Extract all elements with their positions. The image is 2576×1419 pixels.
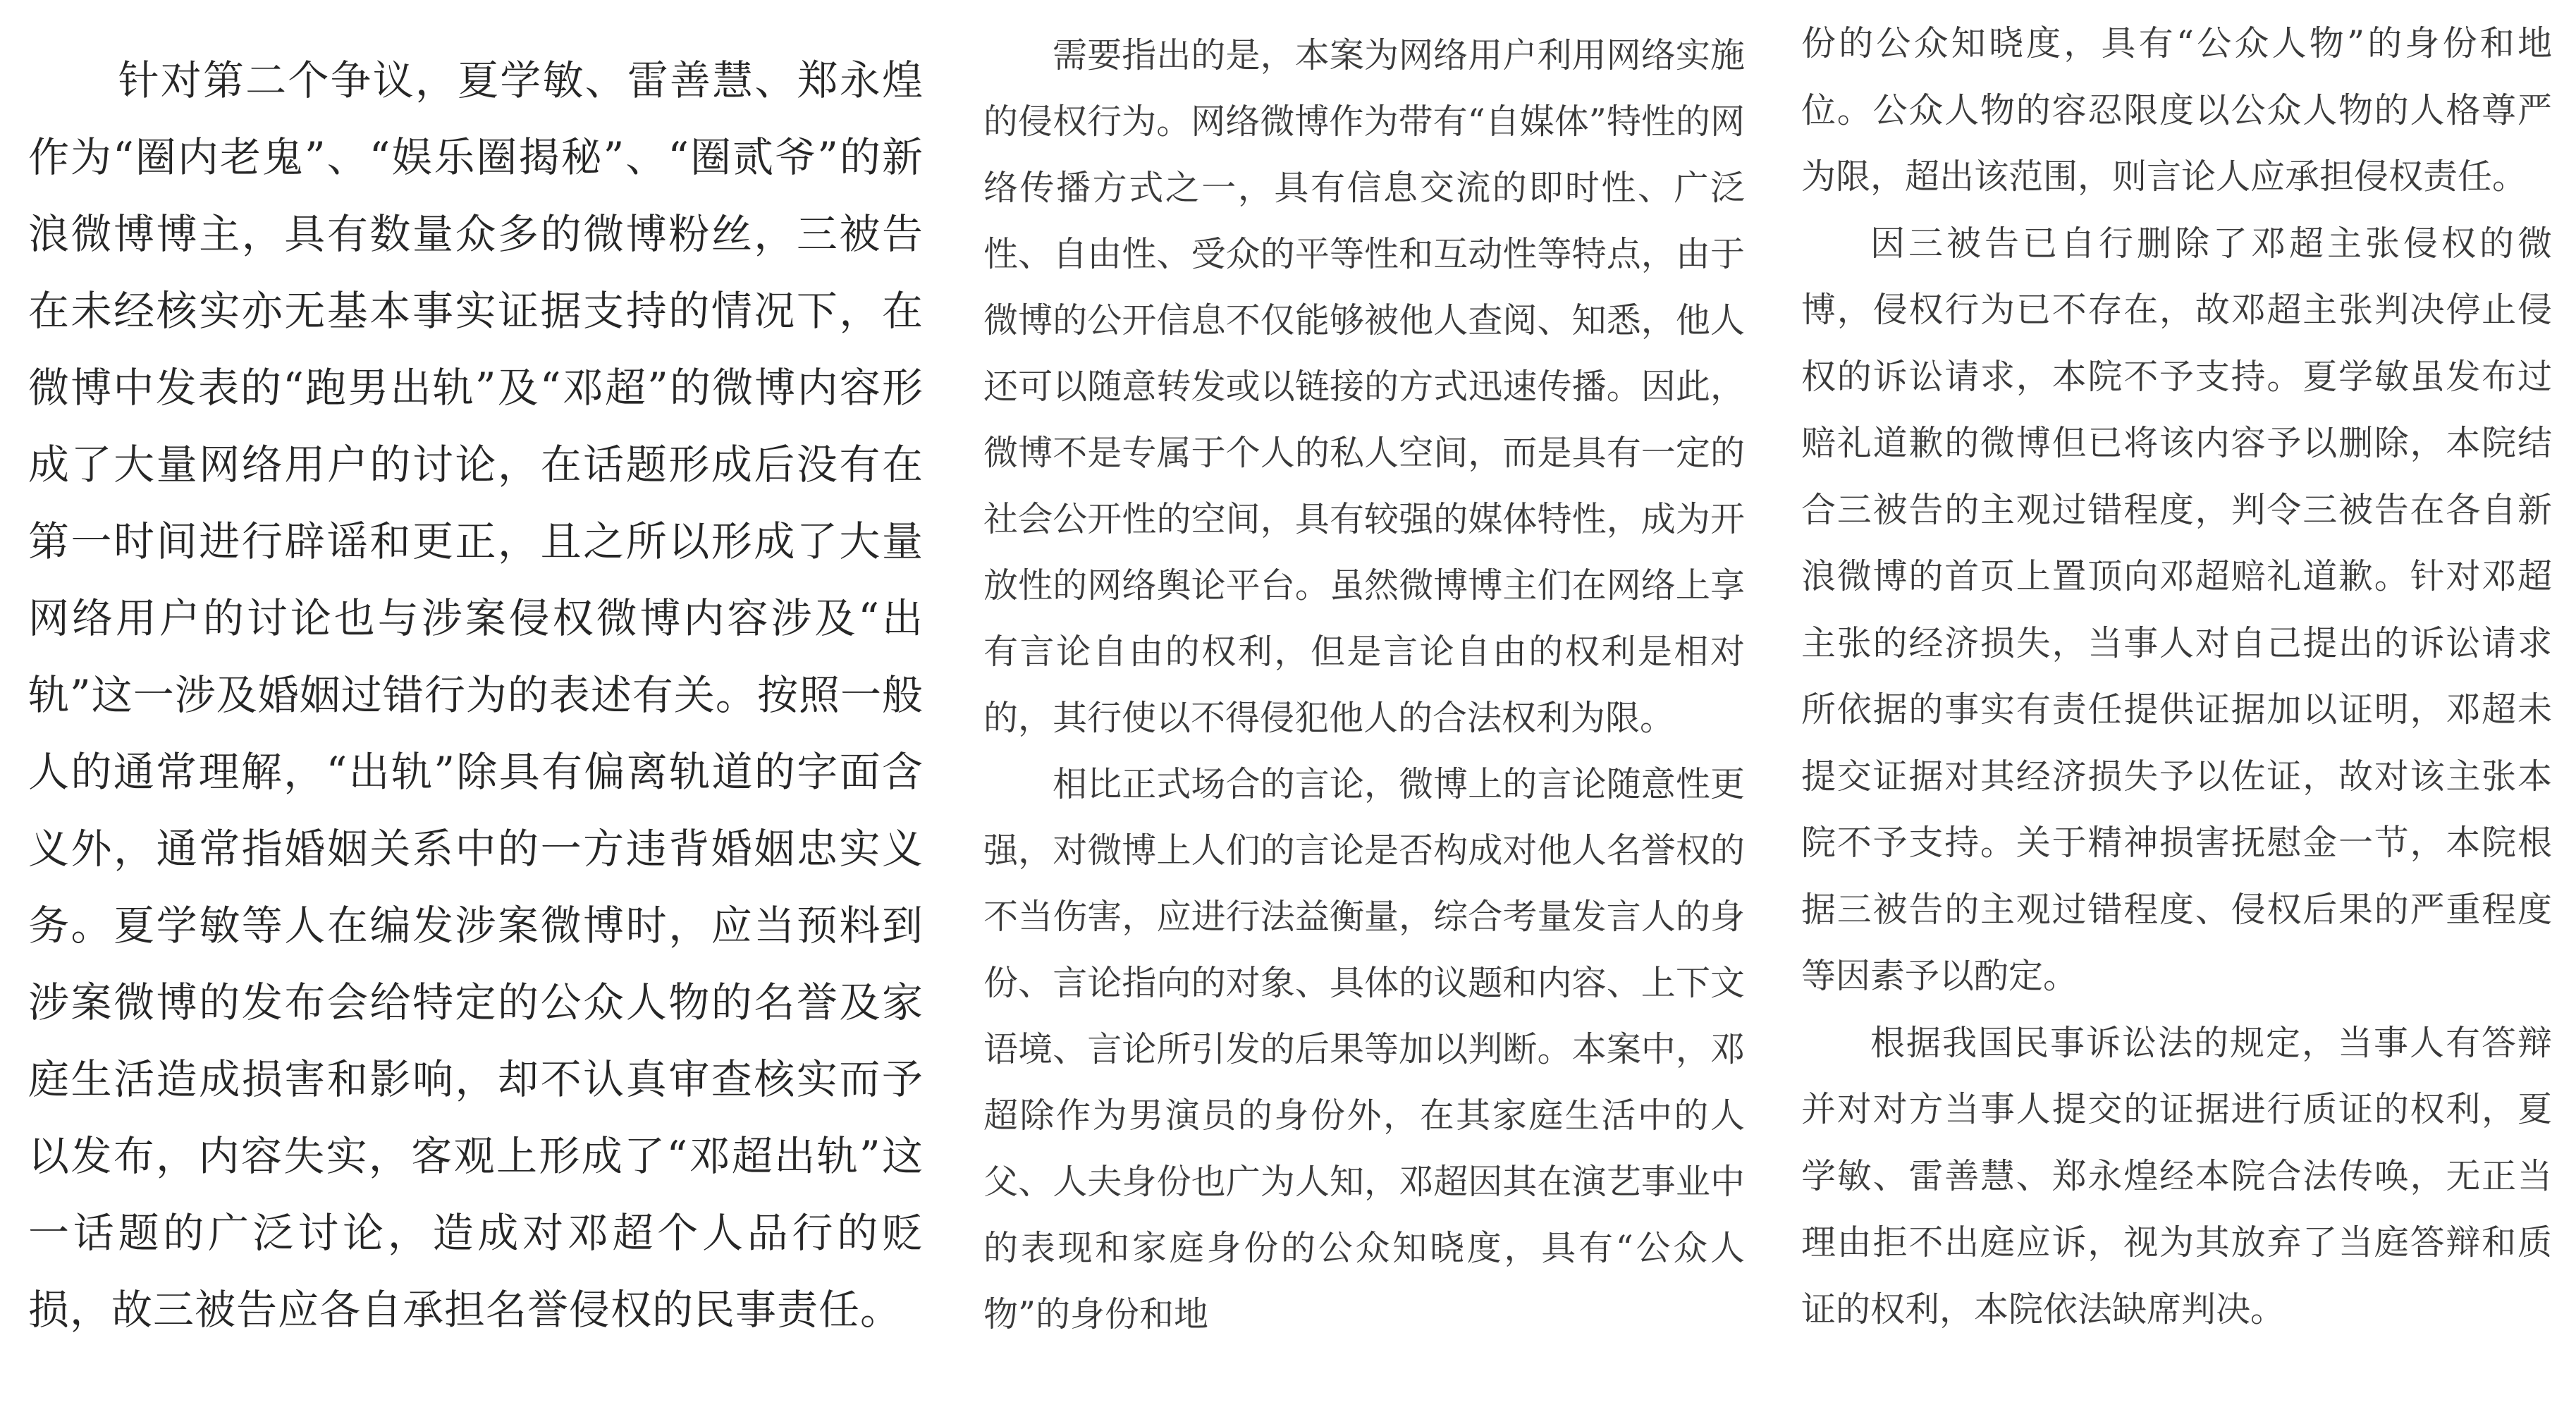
paragraph-dispute-analysis: 针对第二个争议，夏学敏、雷善慧、郑永煌作为“圈内老鬼”、“娱乐圈揭秘”、“圈贰爷”的新浪微博博主，具有数量众多的微博粉丝，三被告在未经核实亦无基本事实证据支持的情况下，在微博中发表的“跑男出轨”及“邓超”的微博内容形成了大量网络用户的讨论，在话题形成后没有在第一时间进行辟谣和更正，且之所以形成了大量网络用户的讨论也与涉案侵权微博内容涉及“出轨”这一涉及婚姻过错行为的表述有关。按照一般人的通常理解，“出轨”除具有偏离轨道的字面含义外，通常指婚姻关系中的一方违背婚姻忠实义务。夏学敏等人在编发涉案微博时，应当预料到涉案微博的发布会给特定的公众人物的名誉及家庭生活造成损害和影响，却不认真审查核实而予以发布，内容失实，客观上形成了“邓超出轨”这一话题的广泛讨论，造成对邓超个人品行的贬损，故三被告应各自承担名誉侵权的民事责任。	[28, 56, 924, 1334]
paragraph-remedies: 因三被告已自行删除了邓超主张侵权的微博，侵权行为已不存在，故邓超主张判决停止侵权的诉讼请求，本院不予支持。夏学敏虽发布过赔礼道歉的微博但已将该内容予以删除，本院结合三被告的主观过错程度，判令三被告在各自新浪微博的首页上置顶向邓超赔礼道歉。针对邓超主张的经济损失，当事人对自己提出的诉讼请求所依据的事实有责任提供证据加以证明，邓超未提交证据对其经济损失予以佐证，故对该主张本院不予支持。关于精神损害抚慰金一节，本院根据三被告的主观过错程度、侵权后果的严重程度等因素予以酌定。	[1801, 223, 2552, 996]
text-column-right	[1801, 11, 2552, 1419]
text-column-left	[28, 42, 924, 1419]
paragraph-online-infringement: 需要指出的是，本案为网络用户利用网络实施的侵权行为。网络微博作为带有“自媒体”特性的网络传播方式之一，具有信息交流的即时性、广泛性、自由性、受众的平等性和互动性等特点，由于微博的公开信息不仅能够被他人查阅、知悉，他人还可以随意转发或以链接的方式迅速传播。因此，微博不是专属于个人的私人空间，而是具有一定的社会公开性的空间，具有较强的媒体特性，成为开放性的网络舆论平台。虽然微博博主们在网络上享有言论自由的权利，但是言论自由的权利是相对的，其行使以不得侵犯他人的合法权利为限。	[983, 35, 1745, 738]
paragraph-speech-balance: 相比正式场合的言论，微博上的言论随意性更强，对微博上人们的言论是否构成对他人名誉权的不当伤害，应进行法益衡量，综合考量发言人的身份、言论指向的对象、具体的议题和内容、上下文语境、言论所引发的后果等加以判断。本案中，邓超除作为男演员的身份外，在其家庭生活中的人父、人夫身份也广为人知，邓超因其在演艺事业中的表现和家庭身份的公众知晓度，具有“公众人物”的身份和地	[983, 764, 1745, 1334]
text-column-middle	[983, 23, 1745, 1419]
paragraph-default-judgment: 根据我国民事诉讼法的规定，当事人有答辩并对对方当事人提交的证据进行质证的权利，夏学敏、雷善慧、郑永煌经本院合法传唤，无正当理由拒不出庭应诉，视为其放弃了当庭答辩和质证的权利，本院依法缺席判决。	[1801, 1022, 2552, 1329]
paragraph-public-figure-continued: 份的公众知晓度，具有“公众人物”的身份和地位。公众人物的容忍限度以公众人物的人格尊严为限，超出该范围，则言论人应承担侵权责任。	[1801, 23, 2552, 197]
